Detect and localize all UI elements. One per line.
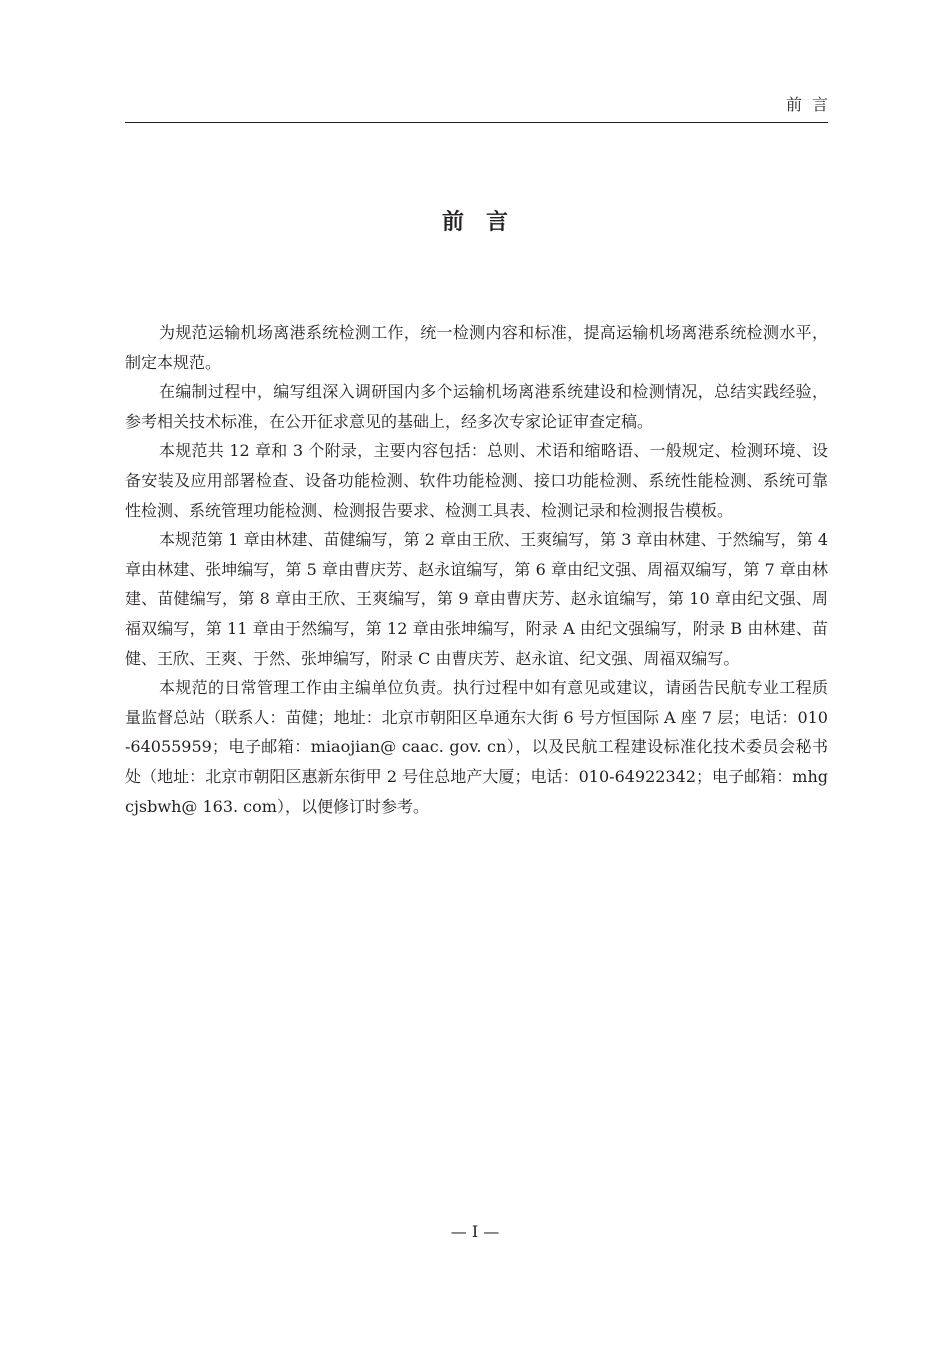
page-number: — I —	[450, 1222, 500, 1241]
paragraph-purpose: 为规范运输机场离港系统检测工作，统一检测内容和标准，提高运输机场离港系统检测水平，制定本规范。	[125, 323, 828, 372]
page-title: 前言	[441, 209, 530, 235]
body-text	[125, 318, 828, 821]
paragraph-contact: 本规范的日常管理工作由主编单位负责。执行过程中如有意见或建议，请函告民航专业工程质量监督总站（联系人：苗健；地址：北京市朝阳区阜通东大街 6 号方恒国际 A 座 7 层；电话：010-64055959；电子邮箱：miaojian@ caac. gov. cn），以及民航工程建设标准化技术委员会秘书处（地址：北京市朝阳区惠新东街甲 2 号住总地产大厦；电话：010-64922342；电子邮箱：mhgcjsbwh@ 163. com），以便修订时参考。	[125, 678, 828, 816]
paragraph-contents: 本规范共 12 章和 3 个附录，主要内容包括：总则、术语和缩略语、一般规定、检测环境、设备安装及应用部署检查、设备功能检测、软件功能检测、接口功能检测、系统性能检测、系统可靠性检测、系统管理功能检测、检测报告要求、检测工具表、检测记录和检测报告模板。	[125, 441, 828, 520]
paragraph-authors: 本规范第 1 章由林建、苗健编写，第 2 章由王欣、王爽编写，第 3 章由林建、于然编写，第 4 章由林建、张坤编写，第 5 章由曹庆芳、赵永谊编写，第 6 章由纪文强、周福双编写，第 7 章由林建、苗健编写，第 8 章由王欣、王爽编写，第 9 章由曹庆芳、赵永谊编写，第 10 章由纪文强、周福双编写，第 11 章由于然编写，第 12 章由张坤编写，附录 A 由纪文强编写，附录 B 由林建、苗健、王欣、王爽、于然、张坤编写，附录 C 由曹庆芳、赵永谊、纪文强、周福双编写。	[125, 530, 828, 668]
running-header	[125, 94, 838, 123]
running-header-title: 前言	[785, 95, 838, 114]
paragraph-compilation: 在编制过程中，编写组深入调研国内多个运输机场离港系统建设和检测情况，总结实践经验，参考相关技术标准，在公开征求意见的基础上，经多次专家论证审查定稿。	[125, 382, 828, 431]
